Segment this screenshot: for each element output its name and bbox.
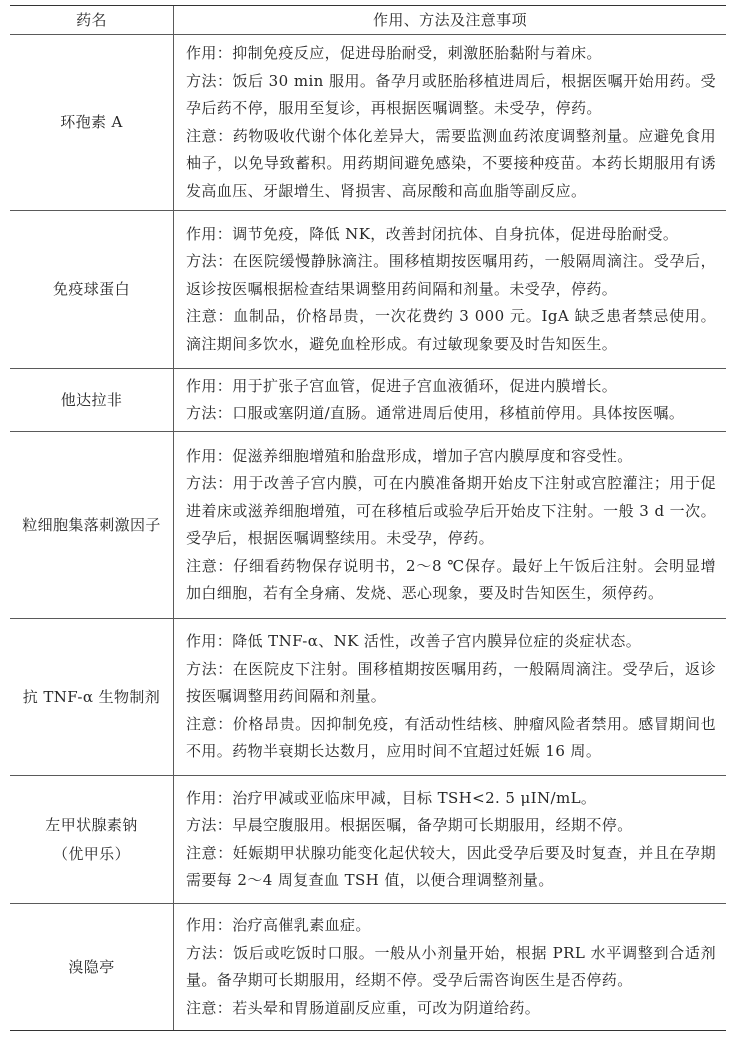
method-text: 方法：早晨空腹服用。根据医嘱，备孕期可长期服用，经期不停。	[186, 816, 633, 834]
drug-alias: （优甲乐）	[52, 844, 130, 863]
drug-row-levothyroxine	[10, 776, 726, 904]
drug-details-cell	[174, 776, 726, 903]
effect-text: 作用：调节免疫，降低 NK，改善封闭抗体、自身抗体，促进母胎耐受。	[186, 224, 679, 243]
drug-name: 溴隐亭	[68, 957, 115, 976]
drug-details-cell	[174, 432, 726, 618]
drug-name: 免疫球蛋白	[52, 280, 130, 298]
caution-text: 注意：药物吸收代谢个体化差异大，需要监测血药浓度调整剂量。应避免食用柚子，以免导致蓄积。用药期间避免感染，不要接种疫苗。本药长期服用有诱发高血压、牙龈增生、肾损害、高尿酸和高血脂等副反应。	[186, 126, 716, 200]
drug-row-immunoglobulin	[10, 211, 726, 369]
header-drug-name-cell	[10, 6, 174, 34]
method-text: 方法：在医院缓慢静脉滴注。围移植期按医嘱用药，一般隔周滴注。受孕后，返诊按医嘱根据检查结果调整用药间隔和剂量。未受孕，停药。	[186, 252, 716, 298]
table-header	[10, 6, 726, 35]
drug-name: 抗 TNF-α 生物制剂	[22, 687, 161, 706]
drug-name: 环孢素 A	[60, 113, 123, 131]
method-text: 方法：在医院皮下注射。围移植期按医嘱用药，一般隔周滴注。受孕后，返诊按医嘱调整用药间隔和剂量。	[186, 659, 716, 706]
drug-name-cell	[10, 369, 174, 431]
method-text: 方法：用于改善子宫内膜，可在内膜准备期开始皮下注射或宫腔灌注；用于促进着床或滋养细胞增殖，可在移植后或验孕后开始皮下注射。一般 3 d 一次。受孕后，根据医嘱调整续用。未受孕，停药。	[186, 474, 716, 547]
drug-row-tadalafil	[10, 369, 726, 432]
drug-name-cell	[10, 619, 174, 775]
method-text: 方法：饭后 30 min 服用。备孕月或胚胎移植进周后，根据医嘱开始用药。受孕后药不停，服用至复诊，再根据医嘱调整。未受孕，停药。	[186, 71, 716, 117]
caution-text: 注意：血制品，价格昂贵，一次花费约 3 000 元。IgA 缺乏患者禁忌使用。滴注期间多饮水，避免血栓形成。有过敏现象要及时告知医生。	[186, 307, 716, 353]
effect-text: 作用：降低 TNF-α、NK 活性，改善子宫内膜异位症的炎症状态。	[186, 632, 642, 651]
drug-details-cell	[174, 35, 726, 210]
drug-row-bromocriptine	[10, 904, 726, 1030]
drug-row-g-csf	[10, 432, 726, 619]
drug-table	[10, 5, 726, 1031]
drug-name-cell	[10, 904, 174, 1030]
effect-text: 作用：用于扩张子宫血管，促进子宫血液循环，促进内膜增长。	[186, 376, 618, 395]
header-details-cell	[174, 6, 726, 34]
drug-name: 他达拉非	[60, 390, 123, 409]
header-drug-name: 药名	[76, 11, 107, 29]
drug-name-cell	[10, 211, 174, 368]
drug-details-cell	[174, 904, 726, 1030]
drug-name-cell	[10, 776, 174, 903]
effect-text: 作用：治疗高催乳素血症。	[186, 916, 371, 934]
drug-details-cell	[174, 619, 726, 775]
effect-text: 作用：促滋养细胞增殖和胎盘形成，增加子宫内膜厚度和容受性。	[186, 446, 633, 465]
header-details: 作用、方法及注意事项	[372, 11, 527, 29]
caution-text: 注意：若头晕和胃肠道副反应重，可改为阴道给药。	[186, 998, 541, 1017]
drug-name-cell	[10, 432, 174, 618]
effect-text: 作用：治疗甲减或亚临床甲减，目标 TSH<2. 5 μIN/mL。	[186, 788, 597, 807]
drug-name: 左甲状腺素钠	[45, 815, 138, 834]
method-text: 方法：口服或塞阴道/直肠。通常进周后使用，移植前停用。具体按医嘱。	[186, 404, 685, 422]
drug-details-cell	[174, 369, 726, 431]
drug-details-cell	[174, 211, 726, 368]
drug-name-cell	[10, 35, 174, 210]
drug-name: 粒细胞集落刺激因子	[22, 515, 161, 534]
drug-row-anti-tnf	[10, 619, 726, 776]
caution-text: 注意：仔细看药物保存说明书，2～8 ℃保存。最好上午饭后注射。会明显增加白细胞，若有全身痛、发烧、恶心现象，要及时告知医生，须停药。	[186, 556, 716, 602]
effect-text: 作用：抑制免疫反应，促进母胎耐受，刺激胚胎黏附与着床。	[186, 44, 602, 62]
method-text: 方法：饭后或吃饭时口服。一般从小剂量开始，根据 PRL 水平调整到合适剂量。备孕期可长期服用，经期不停。受孕后需咨询医生是否停药。	[186, 943, 716, 989]
caution-text: 注意：价格昂贵。因抑制免疫，有活动性结核、肿瘤风险者禁用。感冒期间也不用。药物半衰期长达数月，应用时间不宜超过妊娠 16 周。	[186, 714, 716, 761]
caution-text: 注意：妊娠期甲状腺功能变化起伏较大，因此受孕后要及时复查，并且在孕期需要每 2～4 周复查血 TSH 值，以便合理调整剂量。	[186, 843, 716, 889]
drug-row-cyclosporine	[10, 35, 726, 211]
